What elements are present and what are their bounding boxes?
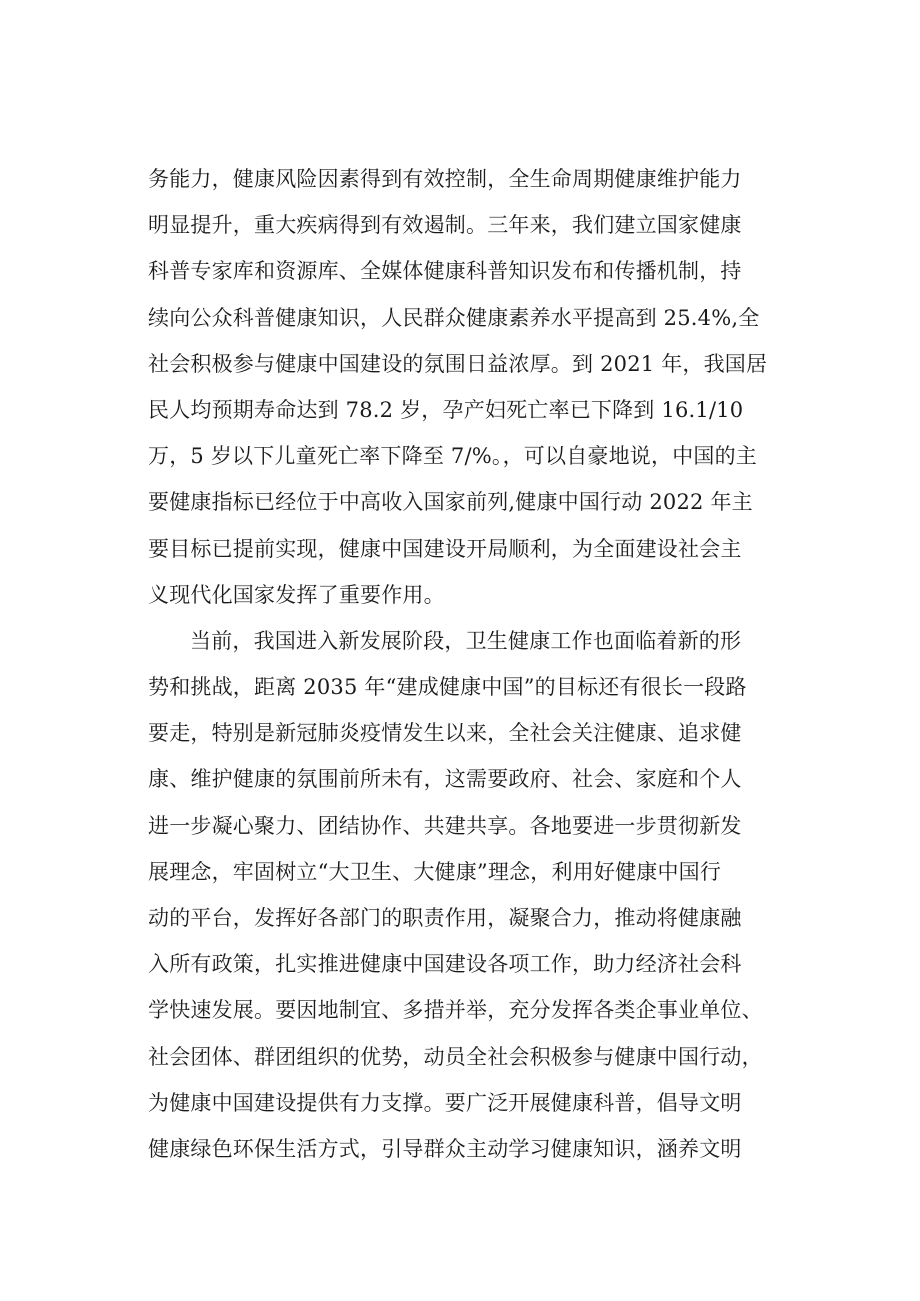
text-line: 社会团体、群团组织的优势，动员全社会积极参与健康中国行动， — [148, 1044, 763, 1069]
text-line: 健康绿色环保生活方式，引导群众主动学习健康知识，涵养文明 — [148, 1136, 742, 1161]
text-line: 学快速发展。要因地制宜、多措并举，充分发挥各类企事业单位、 — [148, 998, 763, 1023]
paragraph-2 — [148, 618, 808, 1172]
text-line: 义现代化国家发挥了重要作用。 — [148, 582, 445, 607]
text-line: 要目标已提前实现，健康中国建设开局顺利，为全面建设社会主 — [148, 536, 742, 561]
text-line: 万，5 岁以下儿童死亡率下降至 7/%。，可以自豪地说，中国的主 — [148, 444, 757, 469]
text-line: 展理念，牢固树立“大卫生、大健康”理念，利用好健康中国行 — [148, 859, 722, 884]
text-line: 入所有政策，扎实推进健康中国建设各项工作，助力经济社会科 — [148, 952, 742, 977]
text-line: 务能力，健康风险因素得到有效控制，全生命周期健康维护能力 — [148, 167, 742, 191]
text-line: 科普专家库和资源库、全媒体健康科普知识发布和传播机制，持 — [148, 259, 742, 284]
text-line: 要走，特别是新冠肺炎疫情发生以来，全社会关注健康、追求健 — [148, 721, 742, 746]
body-text — [148, 156, 808, 1172]
text-line: 续向公众科普健康知识，人民群众健康素养水平提高到 25.4%,全 — [148, 305, 760, 330]
text-line: 社会积极参与健康中国建设的氛围日益浓厚。到 2021 年，我国居 — [148, 351, 768, 376]
text-line: 动的平台，发挥好各部门的职责作用，凝聚合力，推动将健康融 — [148, 906, 742, 930]
text-line: 民人均预期寿命达到 78.2 岁，孕产妇死亡率已下降到 16.1/10 — [148, 397, 744, 422]
text-line: 势和挑战，距离 2035 年“建成健康中国”的目标还有很长一段路 — [148, 675, 747, 700]
text-line: 当前，我国进入新发展阶段，卫生健康工作也面临着新的形 — [190, 628, 742, 653]
text-line: 进一步凝心聚力、团结协作、共建共享。各地要进一步贯彻新发 — [148, 813, 742, 838]
paragraph-1 — [148, 156, 808, 618]
text-line: 康、维护健康的氛围前所未有，这需要政府、社会、家庭和个人 — [148, 767, 742, 792]
text-line: 明显提升，重大疾病得到有效遏制。三年来，我们建立国家健康 — [148, 213, 742, 238]
text-line: 为健康中国建设提供有力支撑。要广泛开展健康科普，倡导文明 — [148, 1090, 742, 1115]
text-line: 要健康指标已经位于中高收入国家前列,健康中国行动 2022 年主 — [148, 490, 753, 515]
